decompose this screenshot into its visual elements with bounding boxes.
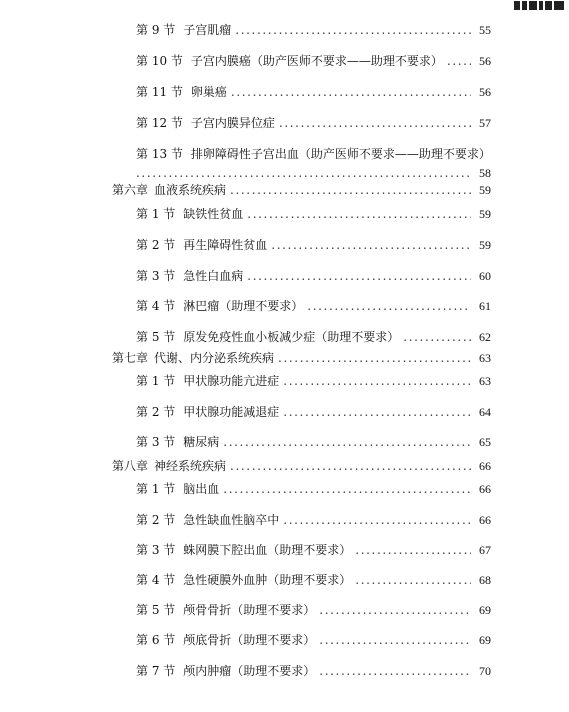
toc-section-row[interactable] [136,632,491,648]
toc-entry-number: 第 5 节 [136,603,176,617]
toc-entry-number: 第 7 节 [136,664,176,678]
toc-entry-number: 第 4 节 [136,573,176,587]
page-number: 60 [479,269,491,283]
dot-leader [307,298,471,314]
toc-entry-title: 急性白血病 [183,269,244,283]
toc-entry-number: 第 3 节 [136,543,176,557]
page-number: 62 [479,330,491,344]
toc-section-row[interactable] [136,298,491,314]
toc-entry-title: 原发免疫性血小板减少症（助理不要求） [183,330,400,344]
toc-entry-title: 急性缺血性脑卒中 [183,513,280,527]
page-number: 61 [479,299,491,313]
toc-entry-title: 血液系统疾病 [154,183,227,197]
dot-leader [319,632,471,648]
dot-leader [355,572,471,588]
toc-continuation-row[interactable] [136,165,491,181]
page-number: 69 [479,633,491,647]
toc-entry-number: 第 2 节 [136,238,176,252]
toc-entry-number: 第六章 [112,183,149,197]
page-number: 58 [479,166,491,180]
dot-leader [319,663,471,679]
toc-entry-number: 第 4 节 [136,299,176,313]
dot-leader [403,329,471,345]
page-number: 59 [479,238,491,252]
page-number: 56 [479,85,491,99]
toc-entry-title: 急性硬膜外血肿（助理不要求） [183,573,352,587]
toc-section-row[interactable] [136,602,491,618]
toc-entry-number: 第八章 [112,459,149,473]
dot-leader [283,404,471,420]
toc-entry-title: 淋巴瘤（助理不要求） [183,299,304,313]
toc-entry-title: 子宫肌瘤 [183,23,232,37]
page-number: 64 [479,405,491,419]
toc-entry-title: 卵巢癌 [190,85,227,99]
page-number: 59 [479,207,491,221]
toc-entry-title: 颅底骨折（助理不要求） [183,633,316,647]
toc-section-row[interactable] [136,572,491,588]
toc-entry-number: 第 3 节 [136,269,176,283]
toc-entry-title: 子宫内膜异位症 [190,116,275,130]
toc-entry-number: 第 9 节 [136,23,176,37]
page-number: 55 [479,23,491,37]
page-number: 63 [479,351,491,365]
dot-leader [247,268,471,284]
dot-leader [230,182,471,198]
toc-section-row[interactable] [136,237,491,253]
toc-entry-title: 蛛网膜下腔出血（助理不要求） [183,543,352,557]
dot-leader [247,206,471,222]
dot-leader [447,53,471,69]
toc-section-row[interactable] [136,146,491,162]
page-number: 59 [479,183,491,197]
toc-entry-title: 缺铁性贫血 [183,207,244,221]
toc-section-row[interactable] [136,512,491,528]
dot-leader [223,481,471,497]
toc-entry-number: 第 12 节 [136,116,183,130]
dot-leader [279,115,471,131]
toc-entry-title: 糖尿病 [183,435,220,449]
toc-entry-number: 第 5 节 [136,330,176,344]
toc-entry-title: 甲状腺功能减退症 [183,405,280,419]
page-number: 66 [479,513,491,527]
toc-entry-title: 子宫内膜癌（助产医师不要求——助理不要求） [190,54,443,68]
toc-entry-number: 第 13 节 [136,147,183,161]
toc-section-row[interactable] [136,373,491,389]
toc-entry-title: 颅内肿瘤（助理不要求） [183,664,316,678]
toc-section-row[interactable] [136,404,491,420]
toc-chapter-row[interactable] [112,458,491,474]
toc-section-row[interactable] [136,206,491,222]
dot-leader [230,458,471,474]
toc-section-row[interactable] [136,434,491,450]
page-number: 56 [479,54,491,68]
page-number: 65 [479,435,491,449]
toc-entry-number: 第 3 节 [136,435,176,449]
toc-entry-title: 脑出血 [183,482,220,496]
page-number: 63 [479,374,491,388]
toc-entry-title: 神经系统疾病 [154,459,227,473]
page-number: 69 [479,603,491,617]
toc-entry-number: 第 1 节 [136,207,176,221]
dot-leader [271,237,471,253]
dot-leader [136,165,471,181]
toc-section-row[interactable] [136,268,491,284]
toc-entry-title: 再生障碍性贫血 [183,238,268,252]
dot-leader [278,350,471,366]
toc-entry-number: 第 2 节 [136,405,176,419]
toc-section-row[interactable] [136,84,491,100]
toc-section-row[interactable] [136,53,491,69]
toc-entry-number: 第 10 节 [136,54,183,68]
page-number: 66 [479,459,491,473]
page-number: 66 [479,482,491,496]
dot-leader [319,602,471,618]
toc-section-row[interactable] [136,22,491,38]
dot-leader [231,84,471,100]
toc-entry-number: 第 1 节 [136,482,176,496]
page-number: 70 [479,664,491,678]
dot-leader [283,373,471,389]
dot-leader [355,542,471,558]
toc-entry-number: 第 11 节 [136,85,183,99]
toc-entry-title: 甲状腺功能亢进症 [183,374,280,388]
page-number: 68 [479,573,491,587]
page-number: 67 [479,543,491,557]
page-number: 57 [479,116,491,130]
toc-entry-number: 第七章 [112,351,149,365]
toc-entry-title: 颅骨骨折（助理不要求） [183,603,316,617]
toc-entry-title: 代谢、内分泌系统疾病 [154,351,275,365]
toc-chapter-row[interactable] [112,182,491,198]
toc-section-row[interactable] [136,542,491,558]
toc-chapter-row[interactable] [112,350,491,366]
toc-section-row[interactable] [136,481,491,497]
toc-entry-title: 排卵障碍性子宫出血（助产医师不要求——助理不要求） [190,147,491,161]
toc-section-row[interactable] [136,663,491,679]
toc-entry-number: 第 2 节 [136,513,176,527]
dot-leader [223,434,471,450]
dot-leader [283,512,471,528]
toc-section-row[interactable] [136,115,491,131]
toc-section-row[interactable] [136,329,491,345]
toc-entry-number: 第 6 节 [136,633,176,647]
toc-entry-number: 第 1 节 [136,374,176,388]
dot-leader [235,22,471,38]
